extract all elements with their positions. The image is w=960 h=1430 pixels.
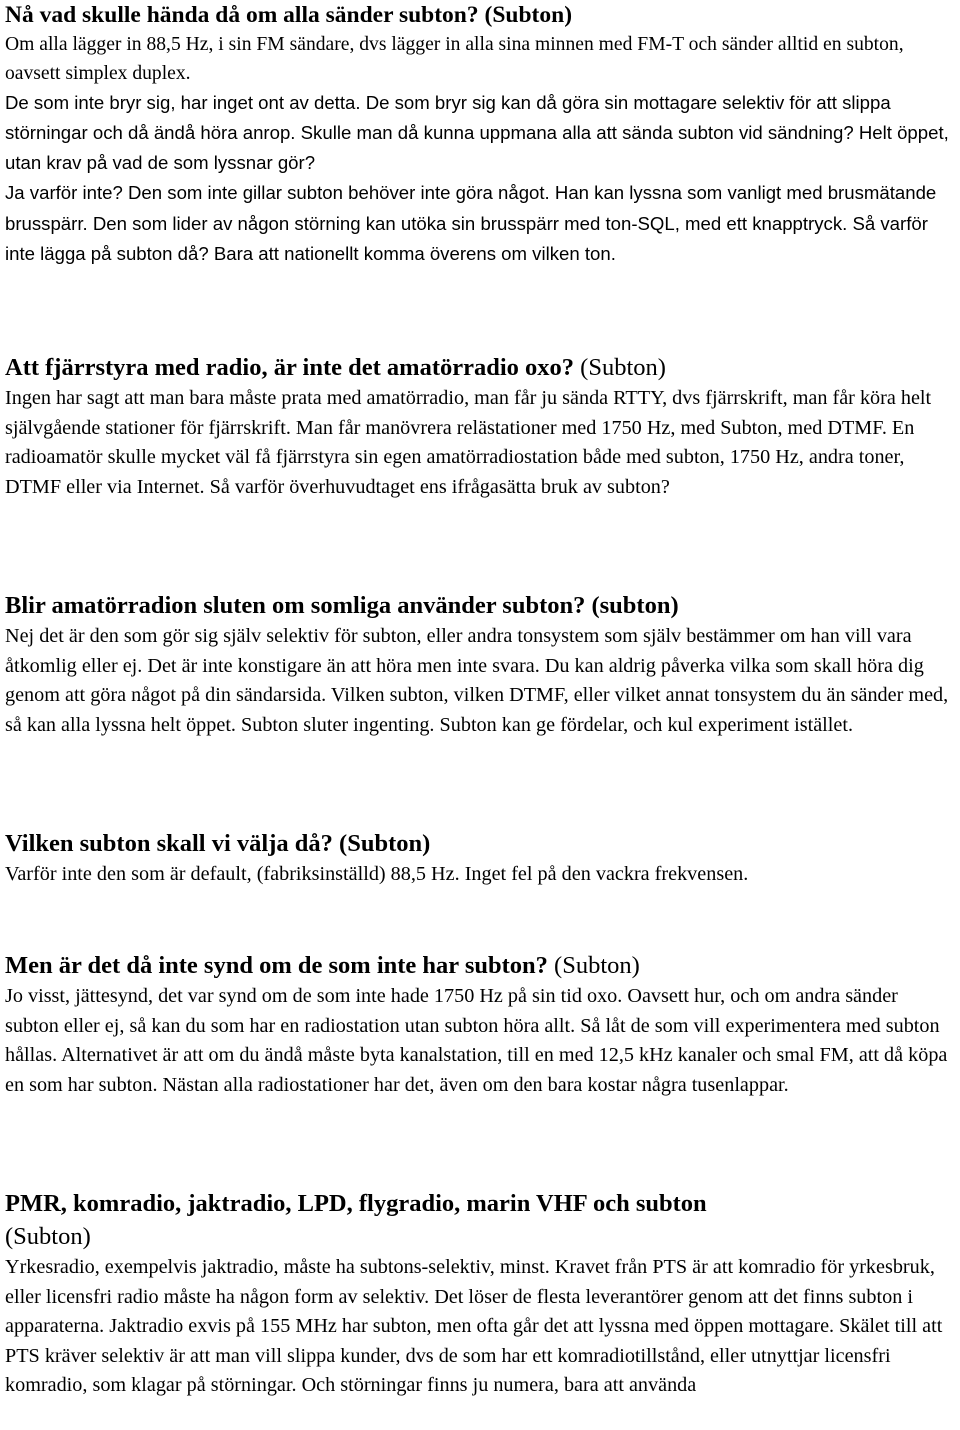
heading-text: Att fjärrstyra med radio, är inte det amatörradio oxo?	[5, 354, 575, 381]
section-valja	[5, 828, 956, 890]
paragraph-sentence: De som inte bryr sig, har inget ont av detta.	[5, 92, 361, 114]
section-heading	[5, 950, 956, 982]
section-alla-sander-subton	[5, 0, 956, 269]
section-heading	[5, 0, 956, 30]
section-pmr-komradio	[5, 1187, 956, 1401]
paragraph-sentence: Ja varför inte?	[5, 182, 123, 204]
heading-tag: (Subton)	[5, 1223, 91, 1250]
paragraph-sentence: Bara att nationellt komma överens om vilken ton.	[208, 242, 616, 264]
section-paragraph: Varför inte den som är default, (fabriksinställd) 88,5 Hz. Inget fel på den vackra frekvensen.	[5, 863, 749, 885]
section-synd	[5, 950, 956, 1100]
section-fjarrstyra	[5, 352, 956, 502]
section-paragraph	[5, 30, 956, 269]
heading-tag: (Subton)	[484, 2, 573, 28]
paragraph-sentence: De som bryr sig kan då göra sin mottagare selektiv för att slippa störningar och då ändå höra anrop.	[5, 92, 891, 144]
heading-text: Blir amatörradion sluten om somliga använder subton?	[5, 592, 586, 619]
heading-text: Nå vad skulle hända då om alla sänder subton?	[5, 2, 479, 28]
section-heading	[5, 590, 956, 622]
section-paragraph: Yrkesradio, exempelvis jaktradio, måste ha subtons-selektiv, minst. Kravet från PTS är att komradio för yrkesbruk, eller licensfri radio måste ha någon form av selektiv. Det löser de flesta leverantörer genom att det finns subton i apparaterna. Jaktradio exvis på 155 MHz har subton, men ofta går det att lyssna med öppen mottagare. Skälet till att PTS kräver selektiv är att man vill slippa kunder, dvs de som har ett komradiotillstånd, eller utnyttjar licensfri komradio, som klagar på störningar. Och störningar finns ju numera, bara att använda	[5, 1256, 943, 1396]
paragraph-sentence: Skulle man då kunna uppmana alla att sända subton vid sändning?	[295, 122, 854, 144]
heading-tag: (subton)	[591, 592, 679, 619]
section-paragraph: Jo visst, jättesynd, det var synd om de som inte hade 1750 Hz på sin tid oxo. Oavsett hur, och om andra sänder subton eller ej, så kan du som har en radiostation utan subton höra allt. Så låt de som vill experimentera med subton hållas. Alternativet är att om du ändå måste byta kanalstation, till en med 12,5 kHz kanaler och smal FM, att då köpa en som har subton. Nästan alla radiostationer har det, även om den bara kostar några tusenlappar.	[5, 985, 948, 1096]
section-sluten	[5, 590, 956, 740]
paragraph-sentence: Helt öppet, utan krav på vad de som lyssnar gör?	[5, 122, 949, 174]
section-paragraph: Nej det är den som gör sig själv selektiv för subton, eller andra tonsystem som själv bestämmer om han vill vara åtkomlig eller ej. Det är inte konstigare än att höra men inte svara. Du kan aldrig påverka vilka som skall höra dig genom att göra något på din sändarsida. Vilken subton, vilken DTMF, eller vilket annat tonsystem du än sänder med, så kan alla lyssna helt öppet. Subton sluter ingenting. Subton kan ge fördelar, och kul experiment istället.	[5, 625, 949, 736]
heading-text: Men är det då inte synd om de som inte har subton?	[5, 952, 548, 979]
paragraph-sentence: Om alla lägger in 88,5 Hz, i sin FM sändare, dvs lägger in alla sina minnen med FM-T och sänder alltid en subton, oavsett simplex duplex.	[5, 34, 904, 85]
heading-tag: (Subton)	[554, 952, 640, 979]
heading-text: Vilken subton skall vi välja då?	[5, 830, 333, 857]
heading-tag: (Subton)	[580, 354, 666, 381]
paragraph-sentence: Den som lider av någon störning kan utöka sin brusspärr med ton-SQL, med ett knapptryck.	[87, 212, 848, 234]
paragraph-sentence: Han kan lyssna som vanligt med brusmätande brusspärr.	[5, 182, 937, 234]
section-heading	[5, 352, 956, 384]
section-heading	[5, 828, 956, 860]
heading-text: PMR, komradio, jaktradio, LPD, flygradio, marin VHF och subton	[5, 1190, 707, 1217]
paragraph-sentence: Så varför inte lägga på subton då?	[5, 212, 928, 264]
section-heading	[5, 1187, 956, 1253]
section-paragraph: Ingen har sagt att man bara måste prata med amatörradio, man får ju sända RTTY, dvs fjärrskrift, man får köra helt självgående stationer för fjärrskrift. Man får manövrera relästationer med 1750 Hz, med Subton, med DTMF. En radioamatör skulle mycket väl få fjärrstyra sin egen amatörradiostation både med subton, 1750 Hz, andra toner, DTMF eller via Internet. Så varför överhuvudtaget ens ifrågasätta bruk av subton?	[5, 387, 932, 498]
paragraph-sentence: Den som inte gillar subton behöver inte göra något.	[122, 182, 550, 204]
heading-tag: (Subton)	[339, 830, 431, 857]
